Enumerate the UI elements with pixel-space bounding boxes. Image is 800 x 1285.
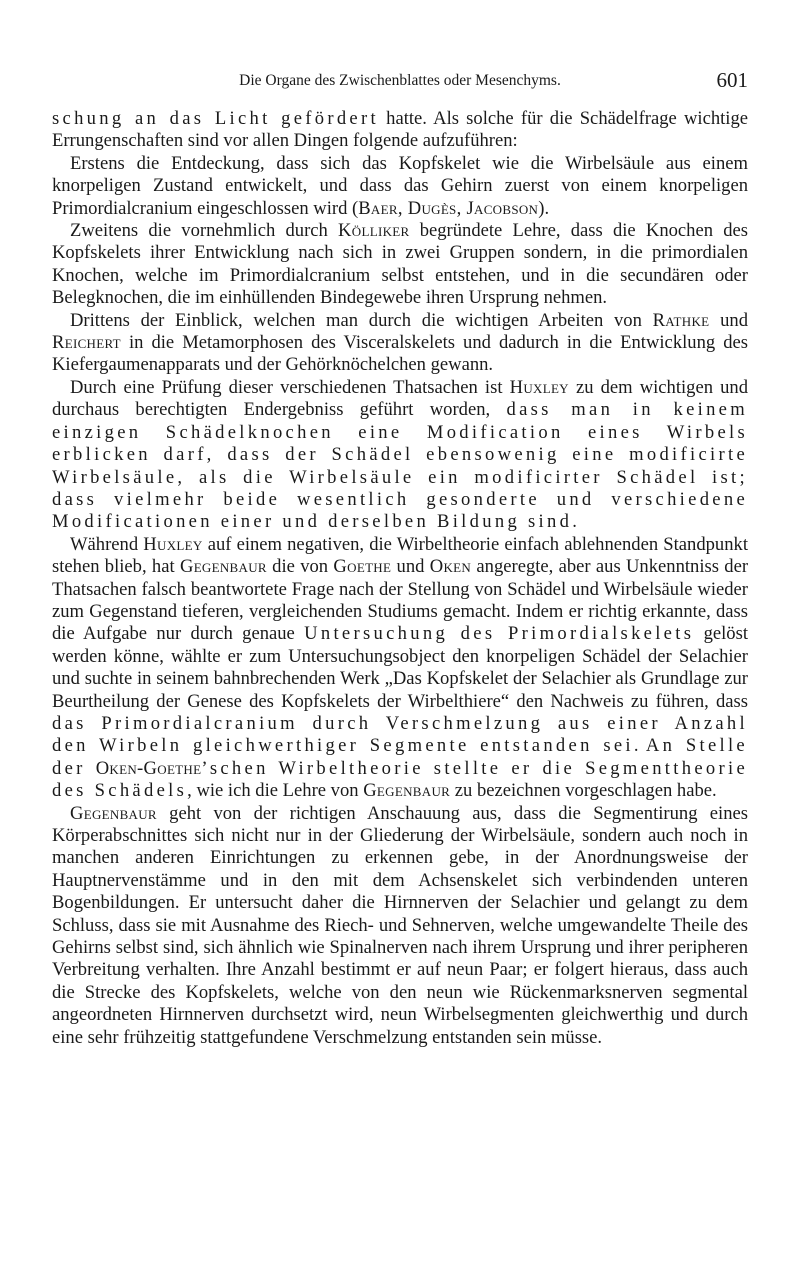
text-run: zu dem wichtigen und durchaus berechtigten Endergebniss geführt worden, bbox=[52, 376, 748, 421]
text-run: auf einem negativen, die Wirbeltheorie einfach ablehnenden Standpunkt stehen blieb, hat bbox=[52, 533, 748, 578]
text-run: Zweitens die vornehmlich durch bbox=[70, 220, 339, 242]
page-header bbox=[52, 66, 748, 100]
page-number: 601 bbox=[716, 68, 748, 92]
text-run: Durch eine Prüfung dieser verschiedenen Thatsachen ist bbox=[70, 376, 510, 398]
author-name: Gegenbaur bbox=[70, 802, 157, 824]
text-run: begründete Lehre, dass die Knochen des Kopfskelets ihrer Entwicklung nach sich in zwei Gruppen sondern, in die primordialen Knochen, welche im Primordialcranium selbst entstehen, und in die secundären oder Belegknochen, die im einhüllenden Bindegewebe ihren Ursprung nehmen. bbox=[52, 220, 749, 309]
text-run: Erstens die Entdeckung, dass sich das Kopfskelet wie die Wirbelsäule aus einem knorpeligen Zustand entwickelt, und dass das Gehirn zuerst von einem knorpeligen Primordialcranium eingeschlossen wird ( bbox=[52, 152, 748, 219]
text-run: , wie ich die Lehre von bbox=[187, 780, 364, 802]
paragraph bbox=[52, 803, 748, 1049]
text-run: geht von der richtigen Anschauung aus, dass die Segmentirung eines Körperabschnittes sich nicht nur in der Gliederung der Wirbelsäule, sondern auch noch in manchen anderen Einrichtungen zu erkennen gebe, in der Anordnungsweise der Hauptnervenstämme und in den mit dem Achsenskelet sich verbindenden unteren Bogenbildungen. Er untersucht daher die Hirnnerven der Selachier und gelangt zu dem Schluss, dass sie mit Ausnahme des Riech- und Sehnerven, welche umgewandelte Theile des Gehirns selbst sind, sich ähnlich wie Spinalnerven nach ihrem Ursprung und ihrer peripheren Verbreitung verhalten. Ihre Anzahl bestimmt er auf neun Paar; er folgert hieraus, dass auch die Strecke des Kopfskelets, welche von den neun wie Rückenmarksnerven segmental angeordneten Hirnnerven durchsetzt wird, neun Wirbelsegmenten gleichwerthig und durch eine sehr frühzeitig stattgefundene Verschmelzung entstanden sein müsse. bbox=[52, 802, 748, 1048]
emphasized-text: An Stelle der bbox=[52, 735, 748, 779]
emphasized-text: ’schen Wirbeltheorie stellte er die Segmenttheorie des Schädels bbox=[52, 757, 748, 802]
author-name: Oken bbox=[429, 556, 472, 578]
author-name: Gegenbaur bbox=[363, 780, 451, 802]
text-run: hatte. Als solche für die Schädelfrage wichtige Errungenschaften sind vor allen Dingen folgende aufzuführen: bbox=[52, 108, 749, 152]
text-run: und bbox=[391, 556, 430, 578]
text-run: Während bbox=[70, 533, 144, 555]
author-name: Huxley bbox=[143, 533, 203, 555]
text-run: . bbox=[633, 735, 646, 757]
text-run: Drittens der Einblick, welchen man durch die wichtigen Arbeiten von bbox=[70, 309, 653, 331]
author-name: Huxley bbox=[509, 376, 569, 398]
author-name: Goethe bbox=[333, 556, 392, 578]
paragraph bbox=[52, 108, 748, 153]
author-name: Oken-Goethe bbox=[95, 757, 202, 779]
text-run: ). bbox=[538, 197, 550, 219]
paragraph bbox=[52, 534, 748, 803]
body-text bbox=[52, 108, 748, 1049]
text-run: die von bbox=[266, 556, 334, 578]
paragraph bbox=[52, 377, 748, 534]
paragraph bbox=[52, 220, 748, 310]
text-run: zu bezeichnen vorgeschlagen habe. bbox=[450, 780, 717, 802]
running-title: Die Organe des Zwischenblattes oder Mesenchyms. bbox=[239, 72, 561, 89]
text-run: . bbox=[572, 511, 577, 533]
paragraph bbox=[52, 310, 748, 377]
emphasized-text: schung an das Licht gefördert bbox=[52, 108, 379, 129]
emphasized-text: das Primordialcranium durch Verschmelzung aus einer Anzahl den Wirbeln gleichwerthiger Segmente entstanden sei bbox=[52, 712, 748, 757]
author-name: Rathke bbox=[652, 309, 710, 331]
paragraph bbox=[52, 153, 748, 220]
author-name: Reichert bbox=[52, 332, 121, 354]
author-name: Baer, Dugès, Jacobson bbox=[358, 197, 539, 219]
emphasized-text: dass man in keinem einzigen Schädelknochen eine Modification eines Wirbels erblicken darf, dass der Schädel ebensowenig eine modificirte Wirbelsäule, als die Wirbelsäule ein modificirter Schädel ist; dass vielmehr beide wesentlich gesonderte und verschiedene Modificationen einer und derselben Bildung sind bbox=[52, 399, 748, 533]
text-run: gelöst werden könne, wählte er zum Untersuchungsobject den knorpeligen Schädel der Selachier und suchte in seinem bahnbrechenden Werk „Das Kopfskelet der Selachier als Grundlage zur Beurtheilung der Genese des Kopfskelets der Wirbelthiere“ den Nachweis zu führen, dass bbox=[52, 623, 748, 712]
text-run: und bbox=[709, 309, 748, 331]
emphasized-text: Untersuchung des Primordialskelets bbox=[304, 623, 695, 645]
author-name: Gegenbaur bbox=[179, 556, 267, 578]
author-name: Kölliker bbox=[338, 220, 410, 242]
text-run: in die Metamorphosen des Visceralskelets und dadurch in die Entwicklung des Kiefergaumenapparats und der Gehörknöchelchen gewann. bbox=[52, 332, 748, 376]
text-run: angeregte, aber aus Unkenntniss der Thatsachen falsch beantwortete Frage nach der Stellung von Schädel und Wirbelsäule wieder zum Gegenstand tieferen, vergleichenden Studiums gemacht. Indem er richtig erkannte, dass die Aufgabe nur durch genaue bbox=[52, 556, 749, 645]
